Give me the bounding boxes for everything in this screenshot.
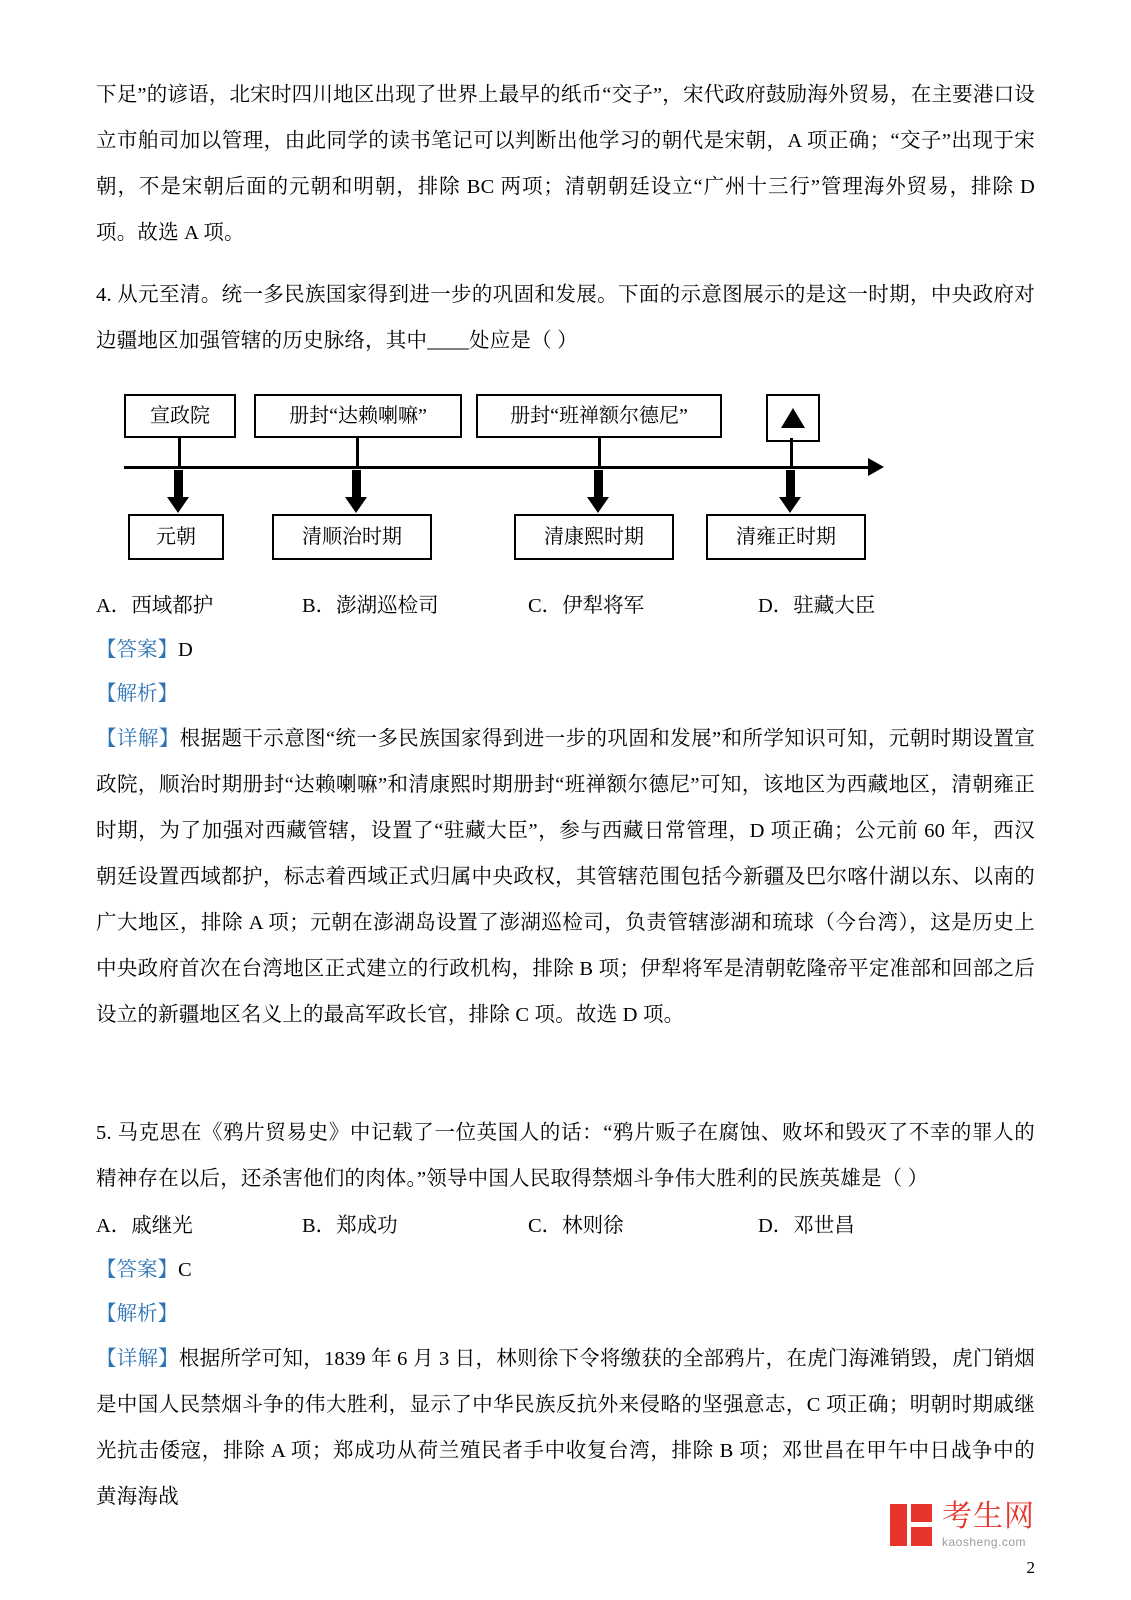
question-4-stem: 从元至清。统一多民族国家得到进一步的巩固和发展。下面的示意图展示的是这一时期，中央政府对边疆地区加强管辖的历史脉络，其中____处应是（ ） bbox=[96, 284, 1035, 352]
watermark-logo-icon bbox=[890, 1504, 932, 1546]
continuation-paragraph: 下足”的谚语，北宋时四川地区出现了世界上最早的纸币“交子”，宋代政府鼓励海外贸易，在主要港口设立市舶司加以管理，由此同学的读书笔记可以判断出他学习的朝代是宋朝，A 项正确；“交子”出现于宋朝，不是宋朝后面的元朝和明朝，排除 BC 两项；清朝朝廷设立“广州十三行”管理海外贸易，排除 D 项。故选 A 项。 bbox=[96, 84, 1035, 244]
diagram-unknown-box[interactable] bbox=[766, 394, 820, 442]
diagram-arrow-3 bbox=[594, 470, 603, 498]
question-4-diagram bbox=[106, 386, 906, 576]
timeline-axis bbox=[124, 466, 872, 469]
question-5-options bbox=[96, 1204, 1035, 1248]
question-4-option-b[interactable]: B．澎湖巡检司 bbox=[302, 595, 439, 617]
question-5-option-d[interactable]: D．邓世昌 bbox=[758, 1215, 855, 1237]
diagram-bottom-box-1: 元朝 bbox=[128, 514, 224, 560]
question-4-answer-value: D bbox=[178, 639, 193, 661]
diagram-arrow-2 bbox=[352, 470, 361, 498]
question-5-answer-tag: 【答案】 bbox=[96, 1259, 178, 1281]
question-4-number: 4. bbox=[96, 284, 112, 306]
diagram-arrow-1 bbox=[174, 470, 183, 498]
question-4-stem-line bbox=[96, 272, 1035, 364]
question-5-number: 5. bbox=[96, 1122, 112, 1144]
question-5-detail-text: 根据所学可知，1839 年 6 月 3 日，林则徐下令将缴获的全部鸦片，在虎门海滩销毁，虎门销烟是中国人民禁烟斗争的伟大胜利，显示了中华民族反抗外来侵略的坚强意志，C 项正确；明朝时期戚继光抗击倭寇，排除 A 项；郑成功从荷兰殖民者手中收复台湾，排除 B 项；邓世昌在甲午中日战争中的黄海海战 bbox=[96, 1348, 1035, 1508]
question-4 bbox=[96, 272, 1035, 1038]
question-4-analysis-tag: 【解析】 bbox=[96, 683, 178, 705]
triangle-icon bbox=[781, 408, 805, 428]
question-4-analysis bbox=[96, 672, 1035, 716]
question-5-answer bbox=[96, 1248, 1035, 1292]
diagram-top-box-3: 册封“班禅额尔德尼” bbox=[476, 394, 722, 438]
diagram-top-box-1: 宣政院 bbox=[124, 394, 236, 438]
question-5-answer-value: C bbox=[178, 1259, 192, 1281]
watermark bbox=[890, 1502, 1035, 1548]
diagram-top-box-2: 册封“达赖喇嘛” bbox=[254, 394, 462, 438]
section-gap bbox=[96, 1038, 1035, 1094]
question-4-options bbox=[96, 584, 1035, 628]
diagram-bottom-box-4: 清雍正时期 bbox=[706, 514, 866, 560]
diagram-bottom-box-3: 清康熙时期 bbox=[514, 514, 674, 560]
diagram-stem-1 bbox=[178, 438, 181, 468]
question-5-stem-line bbox=[96, 1110, 1035, 1202]
watermark-en: kaosheng.com bbox=[942, 1535, 1027, 1549]
diagram-stem-3 bbox=[598, 438, 601, 468]
question-5-analysis-tag: 【解析】 bbox=[96, 1303, 178, 1325]
question-4-answer-tag: 【答案】 bbox=[96, 639, 178, 661]
question-5-analysis bbox=[96, 1292, 1035, 1336]
diagram-bottom-box-2: 清顺治时期 bbox=[272, 514, 432, 560]
question-5-option-a[interactable]: A．戚继光 bbox=[96, 1215, 193, 1237]
question-4-detail-text: 根据题干示意图“统一多民族国家得到进一步的巩固和发展”和所学知识可知，元朝时期设置宣政院，顺治时期册封“达赖喇嘛”和清康熙时期册封“班禅额尔德尼”可知，该地区为西藏地区，清朝雍正时期，为了加强对西藏管辖，设置了“驻藏大臣”，参与西藏日常管理，D 项正确；公元前 60 年，西汉朝廷设置西域都护，标志着西域正式归属中央政权，其管辖范围包括今新疆及巴尔喀什湖以东、以南的广大地区，排除 A 项；元朝在澎湖岛设置了澎湖巡检司，负责管辖澎湖和琉球（今台湾），这是历史上中央政府首次在台湾地区正式建立的行政机构，排除 B 项；伊犁将军是清朝乾隆帝平定准部和回部之后设立的新疆地区名义上的最高军政长官，排除 C 项。故选 D 项。 bbox=[96, 728, 1035, 1026]
question-5-detail-tag: 【详解】 bbox=[96, 1348, 179, 1370]
diagram-stem-4 bbox=[790, 438, 793, 468]
watermark-text bbox=[942, 1502, 1035, 1548]
question-5 bbox=[96, 1110, 1035, 1520]
question-4-option-c[interactable]: C．伊犁将军 bbox=[528, 595, 645, 617]
diagram-stem-2 bbox=[356, 438, 359, 468]
question-4-detail bbox=[96, 716, 1035, 1038]
question-4-option-d[interactable]: D．驻藏大臣 bbox=[758, 595, 876, 617]
question-4-answer bbox=[96, 628, 1035, 672]
question-5-option-b[interactable]: B．郑成功 bbox=[302, 1215, 398, 1237]
question-5-stem: 马克思在《鸦片贸易史》中记载了一位英国人的话：“鸦片贩子在腐蚀、败坏和毁灭了不幸的罪人的精神存在以后，还杀害他们的肉体。”领导中国人民取得禁烟斗争伟大胜利的民族英雄是（ ） bbox=[96, 1122, 1035, 1190]
timeline-arrow-icon bbox=[868, 458, 884, 476]
question-5-option-c[interactable]: C．林则徐 bbox=[528, 1215, 624, 1237]
diagram-arrow-4 bbox=[786, 470, 795, 498]
question-5-detail bbox=[96, 1336, 1035, 1520]
watermark-cn: 考生网 bbox=[942, 1500, 1035, 1533]
question-4-detail-tag: 【详解】 bbox=[96, 728, 180, 750]
question-4-option-a[interactable]: A．西域都护 bbox=[96, 595, 214, 617]
page-number: 2 bbox=[1026, 1558, 1035, 1577]
